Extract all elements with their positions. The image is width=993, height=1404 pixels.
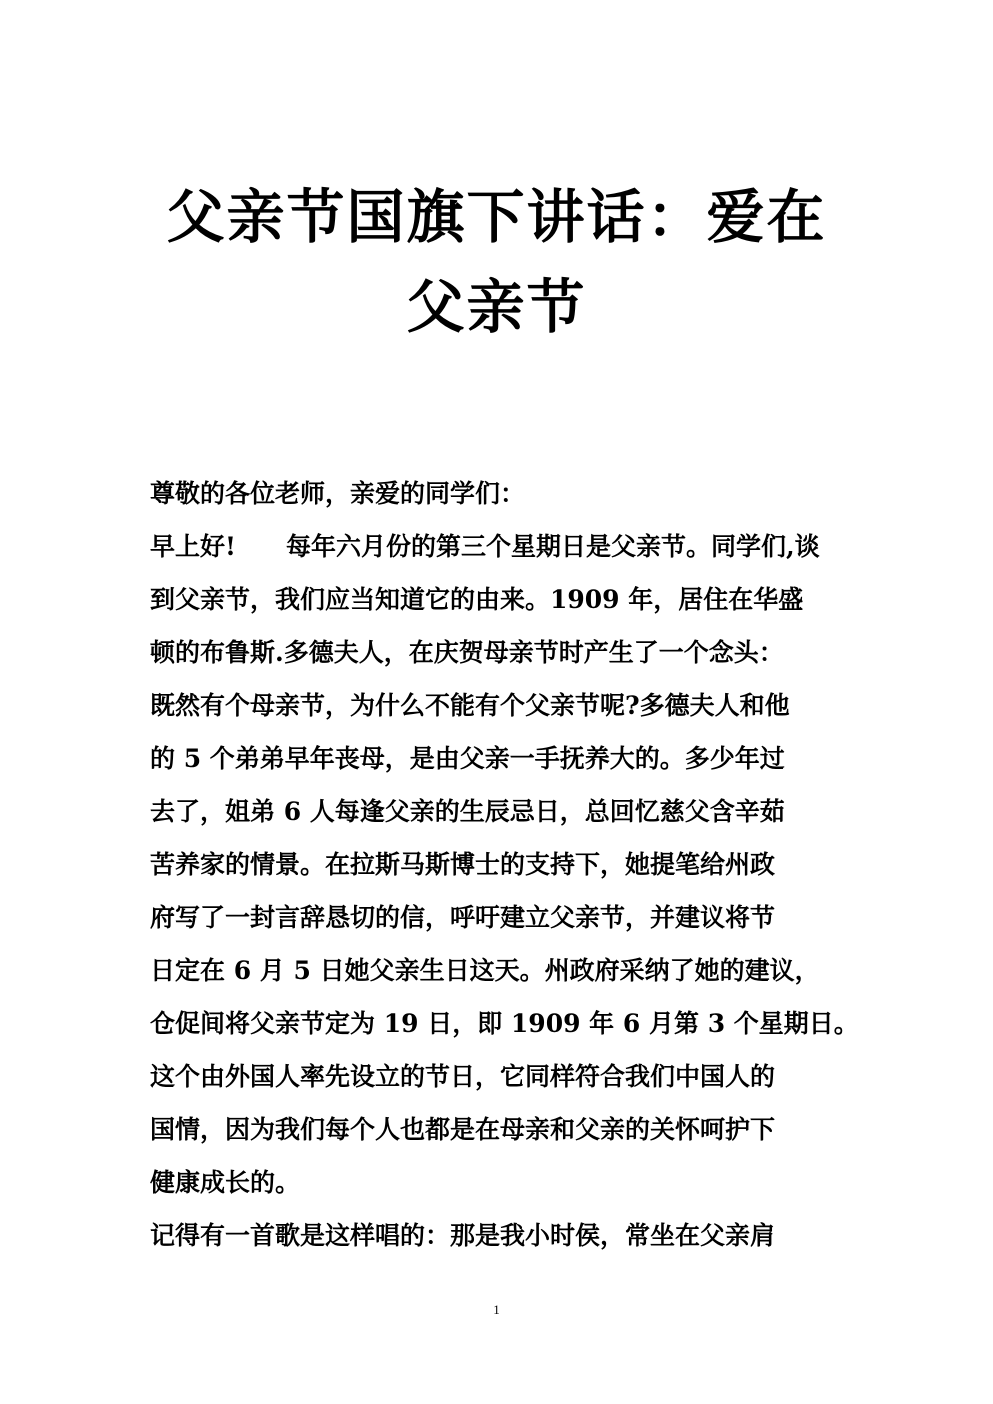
body-line: 仓促间将父亲节定为 19 日，即 1909 年 6 月第 3 个星期日。 bbox=[150, 1009, 859, 1038]
title-line-2: 父亲节 bbox=[406, 273, 587, 341]
body-line: 的 5 个弟弟早年丧母，是由父亲一手抚养大的。多少年过 bbox=[150, 744, 785, 773]
body-line: 这个由外国人率先设立的节日，它同样符合我们中国人的 bbox=[150, 1062, 776, 1091]
body-line: 健康成长的。 bbox=[150, 1168, 301, 1197]
body-line: 日定在 6 月 5 日她父亲生日这天。州政府采纳了她的建议， bbox=[150, 956, 820, 985]
body-line: 既然有个母亲节，为什么不能有个父亲节呢?多德夫人和他 bbox=[150, 691, 790, 720]
document-body bbox=[150, 467, 859, 1262]
body-line: 府写了一封言辞恳切的信，呼吁建立父亲节，并建议将节 bbox=[150, 903, 776, 932]
body-line: 顿的布鲁斯.多德夫人，在庆贺母亲节时产生了一个念头： bbox=[150, 638, 784, 667]
page-number: 1 bbox=[493, 1302, 500, 1317]
body-line: 到父亲节，我们应当知道它的由来。1909 年，居住在华盛 bbox=[150, 585, 804, 614]
title-line-1: 父亲节国旗下讲话：爱在 bbox=[166, 183, 827, 251]
document-title bbox=[0, 172, 993, 352]
body-line: 记得有一首歌是这样唱的：那是我小时侯，常坐在父亲肩 bbox=[150, 1221, 776, 1250]
greeting-line: 尊敬的各位老师，亲爱的同学们： bbox=[150, 479, 526, 508]
body-line: 早上好! 每年六月份的第三个星期日是父亲节。同学们,谈 bbox=[150, 532, 820, 561]
body-line: 国情，因为我们每个人也都是在母亲和父亲的关怀呵护下 bbox=[150, 1115, 776, 1144]
body-line: 去了，姐弟 6 人每逢父亲的生辰忌日，总回忆慈父含辛茹 bbox=[150, 797, 785, 826]
body-line: 苦养家的情景。在拉斯马斯博士的支持下，她提笔给州政 bbox=[150, 850, 776, 879]
